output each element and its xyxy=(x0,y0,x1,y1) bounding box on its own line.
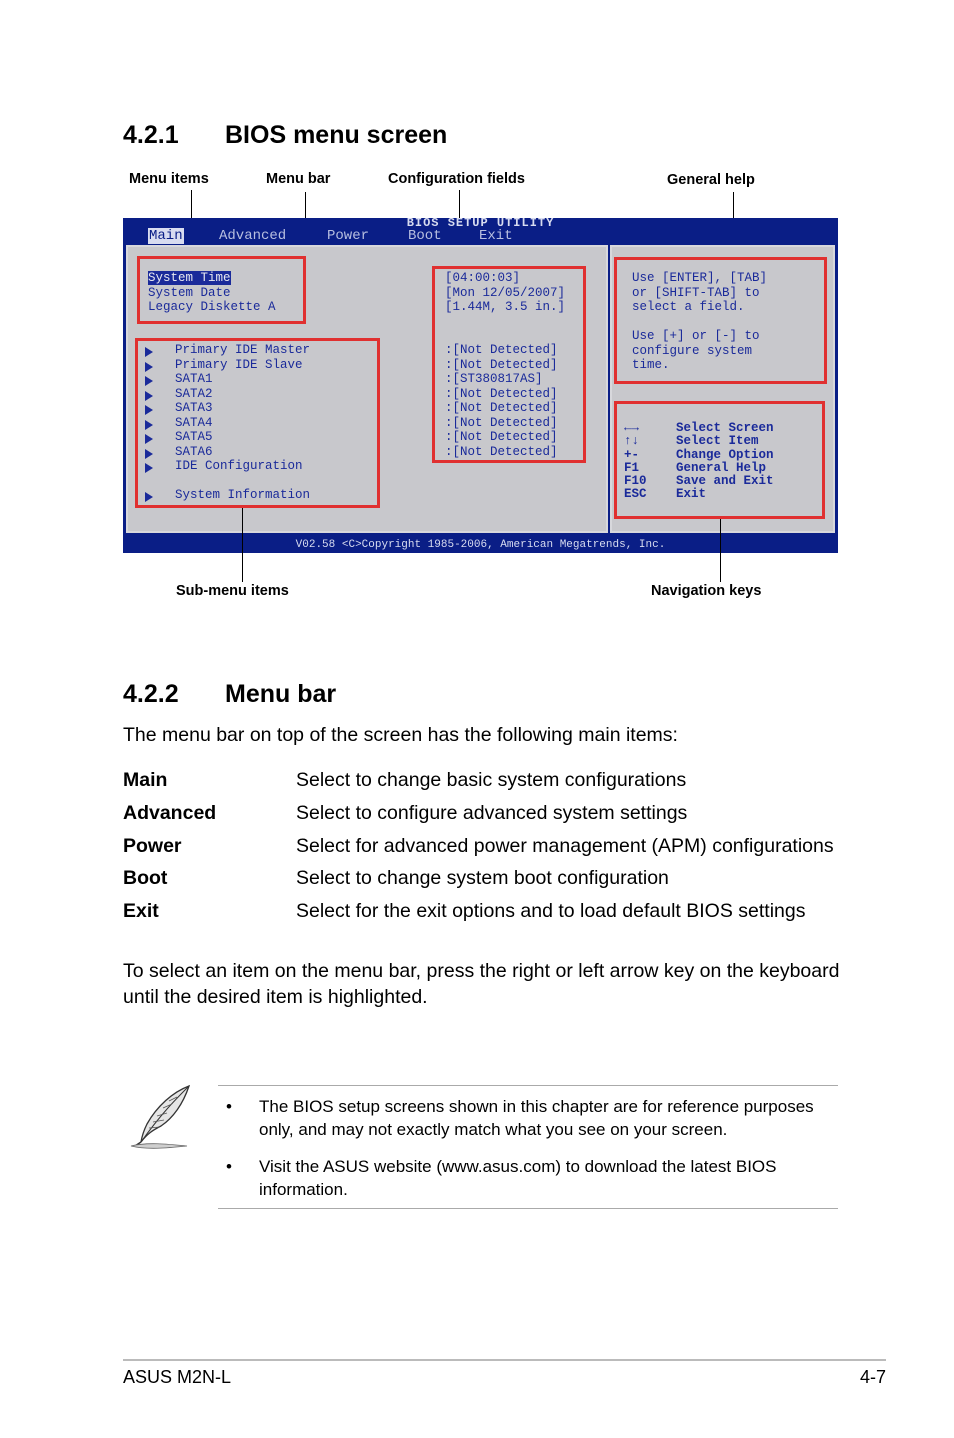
section-number: 4.2.2 xyxy=(123,680,179,708)
note-text: The BIOS setup screens shown in this chapter are for reference purposes only, and may not exactly match what you see on your screen. xyxy=(259,1097,814,1139)
submenu-value: :[Not Detected] xyxy=(445,415,558,430)
nav-desc: Select Screen xyxy=(676,421,774,435)
bios-menu-power[interactable]: Power xyxy=(327,228,370,244)
highlight-navigation-keys xyxy=(614,401,825,519)
instruction-paragraph: To select an item on the menu bar, press the right or left arrow key on the keyboard until the desired item is highlighted. xyxy=(123,960,840,1008)
bios-menu-advanced[interactable]: Advanced xyxy=(219,228,287,244)
bios-item-legacy-diskette[interactable]: Legacy Diskette A xyxy=(148,300,276,314)
bios-menu-bar xyxy=(123,228,838,244)
note-bullet: • xyxy=(226,1157,232,1176)
menu-def-desc: Select for the exit options and to load default BIOS settings xyxy=(296,900,806,922)
callout-general-help: General help xyxy=(667,172,755,188)
section-number: 4.2.1 xyxy=(123,121,179,149)
bios-menu-exit[interactable]: Exit xyxy=(479,228,513,244)
submenu-value: :[Not Detected] xyxy=(445,430,558,444)
highlight-config-fields xyxy=(432,266,586,463)
submenu-value: :[Not Detected] xyxy=(445,357,558,372)
submenu-value: :[Not Detected] xyxy=(445,401,558,415)
highlight-menu-items xyxy=(137,256,306,324)
nav-key: ←→ xyxy=(624,421,640,435)
menu-def-desc: Select to change basic system configurations xyxy=(296,769,687,791)
nav-desc: Change Option xyxy=(676,447,774,462)
note-bottom-rule xyxy=(218,1208,838,1209)
bios-general-help-text: Use [ENTER], [TAB] or [SHIFT-TAB] to select a field. Use [+] or [-] to configure system time. xyxy=(632,271,768,372)
submenu-sata1[interactable]: SATA1 xyxy=(175,372,213,386)
bios-item-system-time[interactable]: System Time xyxy=(148,271,231,285)
footer-product-name: ASUS M2N-L xyxy=(123,1367,232,1387)
menu-def-desc: Select for advanced power management (APM) configurations xyxy=(296,835,834,857)
nav-desc: Save and Exit xyxy=(676,474,774,489)
nav-key: ↑↓ xyxy=(624,434,640,449)
bios-item-system-date[interactable]: System Date xyxy=(148,285,231,300)
submenu-primary-ide-slave[interactable]: Primary IDE Slave xyxy=(175,357,303,372)
submenu-value: :[Not Detected] xyxy=(445,386,558,401)
section-heading-menu-bar xyxy=(123,680,336,709)
section-heading-bios-menu-screen xyxy=(123,121,447,150)
submenu-sata5[interactable]: SATA5 xyxy=(175,430,213,444)
submenu-value: :[ST380817AS] xyxy=(445,372,543,386)
callout-menu-items: Menu items xyxy=(129,171,209,187)
bios-value-system-time[interactable]: [04:00:03] xyxy=(445,271,521,285)
callout-menu-bar: Menu bar xyxy=(266,171,331,187)
menu-def-term: Power xyxy=(123,835,182,857)
bios-menu-boot[interactable]: Boot xyxy=(408,228,442,244)
note-bullet: • xyxy=(226,1097,232,1116)
nav-key: +- xyxy=(624,447,640,462)
section-title: BIOS menu screen xyxy=(225,121,448,149)
nav-key: F1 xyxy=(624,460,640,475)
nav-desc: Select Item xyxy=(676,434,759,449)
submenu-sata2[interactable]: SATA2 xyxy=(175,386,213,401)
submenu-value: :[Not Detected] xyxy=(445,343,558,357)
bios-value-legacy-diskette[interactable]: [1.44M, 3.5 in.] xyxy=(445,300,566,314)
submenu-sata3[interactable]: SATA3 xyxy=(175,401,213,415)
submenu-ide-configuration[interactable]: IDE Configuration xyxy=(175,459,303,473)
nav-key: F10 xyxy=(624,474,647,489)
menu-def-term: Advanced xyxy=(123,802,217,824)
bios-value-system-date[interactable]: [Mon 12/05/2007] xyxy=(445,285,566,300)
submenu-primary-ide-master[interactable]: Primary IDE Master xyxy=(175,343,311,357)
intro-paragraph: The menu bar on top of the screen has the following main items: xyxy=(123,724,678,746)
callout-sub-menu-items: Sub-menu items xyxy=(176,583,289,599)
feather-pen-icon xyxy=(127,1082,195,1152)
menu-def-term: Main xyxy=(123,769,168,791)
note-top-rule xyxy=(218,1085,838,1086)
footer-page-number: 4-7 xyxy=(859,1367,886,1387)
callout-line-sub-menu xyxy=(242,508,243,582)
callout-configuration-fields: Configuration fields xyxy=(388,171,525,187)
callout-navigation-keys: Navigation keys xyxy=(651,583,762,599)
menu-def-desc: Select to configure advanced system settings xyxy=(296,802,688,824)
submenu-sata4[interactable]: SATA4 xyxy=(175,415,213,430)
menu-def-term: Exit xyxy=(123,900,159,922)
submenu-value: :[Not Detected] xyxy=(445,444,558,459)
bios-menu-main[interactable]: Main xyxy=(149,228,183,244)
note-text: Visit the ASUS website (www.asus.com) to download the latest BIOS information. xyxy=(259,1157,777,1199)
nav-key: ESC xyxy=(624,487,647,502)
menu-def-desc: Select to change system boot configuration xyxy=(296,867,669,889)
highlight-general-help xyxy=(614,257,827,384)
nav-desc: General Help xyxy=(676,460,767,475)
bios-title: BIOS SETUP UTILITY xyxy=(406,218,555,230)
footer-rule xyxy=(123,1359,886,1361)
menu-def-term: Boot xyxy=(123,867,168,889)
section-title: Menu bar xyxy=(225,680,337,708)
submenu-sata6[interactable]: SATA6 xyxy=(175,444,213,459)
bios-footer: V02.58 <C>Copyright 1985-2006, American Megatrends, Inc. xyxy=(295,539,666,551)
nav-desc: Exit xyxy=(676,487,707,502)
highlight-sub-menu-items xyxy=(135,338,380,508)
callout-line-nav-keys xyxy=(720,519,721,582)
submenu-system-information[interactable]: System Information xyxy=(175,488,311,502)
